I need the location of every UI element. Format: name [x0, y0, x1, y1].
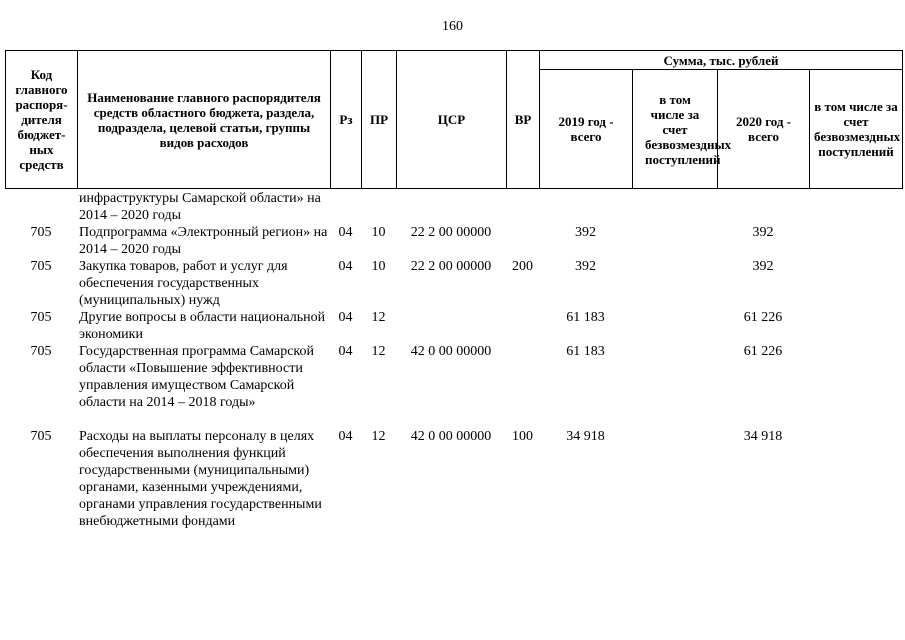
header-2020-free: в том числе за счет безвозмездных поступлений — [810, 70, 903, 189]
table-row — [5, 190, 902, 224]
header-code: Код главного распоря-дителя бюджет-ных средств — [6, 51, 78, 189]
cell-f2019 — [632, 428, 717, 564]
table-row — [5, 258, 902, 309]
cell-name: Государственная программа Самарской области «Повышение эффективности управления имуществом Самарской области на 2014 – 2018 годы» — [79, 344, 315, 410]
cell-vr — [506, 224, 539, 258]
cell-code: 705 — [30, 344, 52, 359]
cell-csr: 22 2 00 00000 — [410, 225, 492, 240]
cell-s2020: 34 918 — [743, 429, 783, 444]
cell-f2020 — [809, 428, 902, 564]
cell-name: Закупка товаров, работ и услуг для обеспечения государственных (муниципальных) нужд — [79, 259, 288, 308]
header-sum-group: Сумма, тыс. рублей — [540, 51, 903, 70]
cell-s2020 — [717, 190, 809, 224]
cell-s2019: 61 183 — [566, 310, 605, 325]
cell-csr: 42 0 00 00000 — [410, 344, 492, 359]
cell-vr: 200 — [512, 259, 533, 274]
cell-pr: 12 — [371, 344, 386, 359]
header-pr: ПР — [362, 51, 397, 189]
cell-f2019 — [632, 343, 717, 428]
cell-s2019 — [539, 190, 632, 224]
cell-rz: 04 — [338, 429, 353, 444]
cell-s2019: 392 — [575, 225, 596, 240]
cell-name: Расходы на выплаты персоналу в целях обеспечения выполнения функций государственными (муниципальными) органами, казенными учреждениями, органами управления государственными внебюджетными фондами — [79, 429, 322, 529]
cell-s2019: 392 — [575, 259, 596, 274]
table-body — [5, 190, 902, 564]
cell-vr: 100 — [512, 429, 533, 444]
cell-pr: 12 — [371, 429, 386, 444]
cell-name: Другие вопросы в области национальной экономики — [79, 310, 326, 342]
cell-pr — [361, 190, 396, 224]
header-rz: Рз — [331, 51, 362, 189]
header-name: Наименование главного распорядителя средств областного бюджета, раздела, подраздела, целевой статьи, группы видов расходов — [78, 51, 331, 189]
cell-s2019: 34 918 — [566, 429, 605, 444]
cell-rz: 04 — [338, 310, 353, 325]
cell-s2020: 61 226 — [743, 344, 783, 359]
cell-rz: 04 — [338, 344, 353, 359]
cell-f2020 — [809, 224, 902, 258]
header-csr: ЦСР — [397, 51, 507, 189]
cell-csr — [396, 190, 506, 224]
cell-s2020: 392 — [752, 225, 774, 240]
cell-rz: 04 — [338, 225, 353, 240]
table-header — [5, 50, 903, 189]
cell-csr: 42 0 00 00000 — [410, 429, 492, 444]
cell-f2020 — [809, 258, 902, 309]
cell-pr: 12 — [371, 310, 386, 325]
page-number: 160 — [442, 19, 463, 34]
cell-rz: 04 — [338, 259, 353, 274]
cell-code: 705 — [30, 429, 52, 444]
cell-code: 705 — [30, 225, 52, 240]
cell-code — [5, 190, 77, 224]
cell-vr — [506, 343, 539, 428]
cell-f2020 — [809, 309, 902, 343]
cell-csr: 22 2 00 00000 — [410, 259, 492, 274]
cell-pr: 10 — [371, 225, 386, 240]
header-vr: ВР — [507, 51, 540, 189]
cell-f2020 — [809, 190, 902, 224]
table-row — [5, 309, 902, 343]
cell-code: 705 — [30, 310, 52, 325]
header-2019-free: в том числе за счет безвозмездных поступлений — [633, 70, 718, 189]
cell-name: инфраструктуры Самарской области» на 2014 – 2020 годы — [79, 191, 321, 223]
cell-f2019 — [632, 309, 717, 343]
cell-name: Подпрограмма «Электронный регион» на 2014 – 2020 годы — [79, 225, 328, 257]
cell-f2019 — [632, 190, 717, 224]
cell-vr — [506, 190, 539, 224]
table-row — [5, 343, 902, 428]
table-row — [5, 428, 902, 564]
cell-csr — [396, 309, 506, 343]
cell-s2019: 61 183 — [566, 344, 605, 359]
cell-f2019 — [632, 258, 717, 309]
header-2019-total: 2019 год - всего — [540, 70, 633, 189]
cell-vr — [506, 309, 539, 343]
cell-f2019 — [632, 224, 717, 258]
cell-f2020 — [809, 343, 902, 428]
cell-pr: 10 — [371, 259, 386, 274]
header-2020-total: 2020 год - всего — [718, 70, 810, 189]
cell-s2020: 392 — [752, 259, 774, 274]
table-row — [5, 224, 902, 258]
cell-code: 705 — [30, 259, 52, 274]
cell-rz — [330, 190, 361, 224]
cell-s2020: 61 226 — [743, 310, 783, 325]
